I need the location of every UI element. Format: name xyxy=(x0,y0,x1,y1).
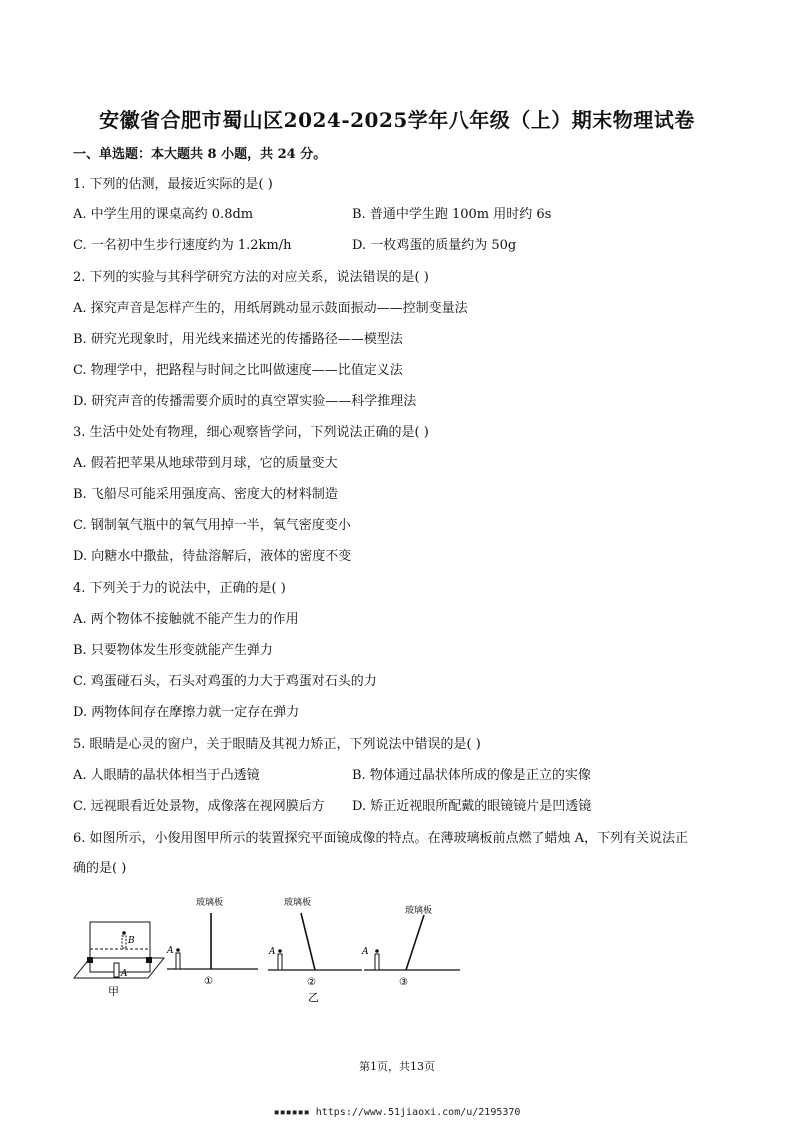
q3-stem: 3. 生活中处处有物理，细心观察皆学问，下列说法正确的是( ) xyxy=(73,425,429,440)
candle-a xyxy=(114,963,119,977)
glass-label-2: 玻璃板 xyxy=(284,898,312,908)
q4-option-a: A. 两个物体不接触就不能产生力的作用 xyxy=(73,612,299,627)
q1-option-d: D. 一枚鸡蛋的质量约为 50g xyxy=(352,238,517,253)
q1-option-a: A. 中学生用的课桌高约 0.8dm xyxy=(73,207,254,222)
q6-stem-line1: 6. 如图所示，小俊用图甲所示的装置探究平面镜成像的特点。在薄玻璃板前点燃了蜡烛 A，下列有关说法正 xyxy=(73,831,689,846)
q2-option-a: A. 探究声音是怎样产生的，用纸屑跳动显示鼓面振动——控制变量法 xyxy=(73,301,468,316)
q5-option-b: B. 物体通过晶状体所成的像是正立的实像 xyxy=(352,768,591,783)
figure-number-1: ① xyxy=(204,976,213,987)
q4-option-c: C. 鸡蛋碰石头，石头对鸡蛋的力大于鸡蛋对石头的力 xyxy=(73,674,377,689)
q5-option-d: D. 矫正近视眼所配戴的眼镜镜片是凹透镜 xyxy=(352,799,592,814)
flame-3 xyxy=(375,949,379,953)
candle-2 xyxy=(278,954,282,970)
glass-plate-3 xyxy=(406,915,424,970)
source-watermark: ▪▪▪▪▪▪ https://www.51jiaoxi.com/u/2195370 xyxy=(273,1107,521,1118)
q2-option-c: C. 物理学中，把路程与时间之比叫做速度——比值定义法 xyxy=(73,363,403,378)
candle-a-label: A xyxy=(121,969,128,979)
candle-b-label: B xyxy=(128,936,135,946)
flame-1 xyxy=(176,948,180,952)
glass-board-frame xyxy=(90,922,150,972)
candle-b-flame xyxy=(122,931,126,935)
q2-option-b: B. 研究光现象时，用光线来描述光的传播路径——模型法 xyxy=(73,332,403,347)
glass-label-1: 玻璃板 xyxy=(196,898,224,908)
q1-option-b: B. 普通中学生跑 100m 用时约 6s xyxy=(352,207,552,222)
q3-option-b: B. 飞船尽可能采用强度高、密度大的材料制造 xyxy=(73,487,338,502)
q1-stem: 1. 下列的估测，最接近实际的是( ) xyxy=(73,177,273,192)
clamp-left xyxy=(87,957,93,963)
q5-option-c: C. 远视眼看近处景物，成像落在视网膜后方 xyxy=(73,799,325,814)
figure-number-3: ③ xyxy=(399,977,408,988)
q4-stem: 4. 下列关于力的说法中，正确的是( ) xyxy=(73,581,286,596)
figure-jia xyxy=(74,922,164,998)
figure-number-2: ② xyxy=(307,977,316,988)
exam-title: 安徽省合肥市蜀山区2024-2025学年八年级（上）期末物理试卷 xyxy=(99,108,695,132)
plane-mirror-figure xyxy=(72,893,472,1003)
q5-stem: 5. 眼睛是心灵的窗户，关于眼睛及其视力矫正，下列说法中错误的是( ) xyxy=(73,737,481,752)
glass-label-3: 玻璃板 xyxy=(405,906,433,916)
q6-stem-line2: 确的是( ) xyxy=(73,861,127,876)
q2-stem: 2. 下列的实验与其科学研究方法的对应关系，说法错误的是( ) xyxy=(73,270,429,285)
candle-label-2: A xyxy=(269,947,276,957)
glass-plate-2 xyxy=(301,913,315,970)
q3-option-a: A. 假若把苹果从地球带到月球，它的质量变大 xyxy=(73,456,338,471)
flame-2 xyxy=(278,949,282,953)
candle-1 xyxy=(176,953,180,969)
figure-1 xyxy=(166,896,258,987)
candle-b xyxy=(122,936,126,948)
candle-3 xyxy=(375,954,379,970)
q3-option-c: C. 钢制氧气瓶中的氧气用掉一半，氧气密度变小 xyxy=(73,518,351,533)
q2-option-d: D. 研究声音的传播需要介质时的真空罩实验——科学推理法 xyxy=(73,394,417,409)
q4-option-b: B. 只要物体发生形变就能产生弹力 xyxy=(73,643,273,658)
figure-label-yi: 乙 xyxy=(308,991,319,1003)
figure-label-jia: 甲 xyxy=(108,985,119,998)
q4-option-d: D. 两物体间存在摩擦力就一定存在弹力 xyxy=(73,705,300,720)
candle-label-3: A xyxy=(362,947,369,957)
candle-label-1: A xyxy=(167,946,174,956)
figure-2 xyxy=(268,896,362,1003)
q5-option-a: A. 人眼睛的晶状体相当于凸透镜 xyxy=(73,768,260,783)
q3-option-d: D. 向糖水中撒盐，待盐溶解后，液体的密度不变 xyxy=(73,549,352,564)
section-heading-single-choice: 一、单选题：本大题共 8 小题，共 24 分。 xyxy=(73,147,327,162)
figure-3 xyxy=(361,904,460,988)
page-footer: 第1页，共13页 xyxy=(359,1060,435,1073)
clamp-right xyxy=(146,957,152,963)
q1-option-c: C. 一名初中生步行速度约为 1.2km/h xyxy=(73,238,292,253)
